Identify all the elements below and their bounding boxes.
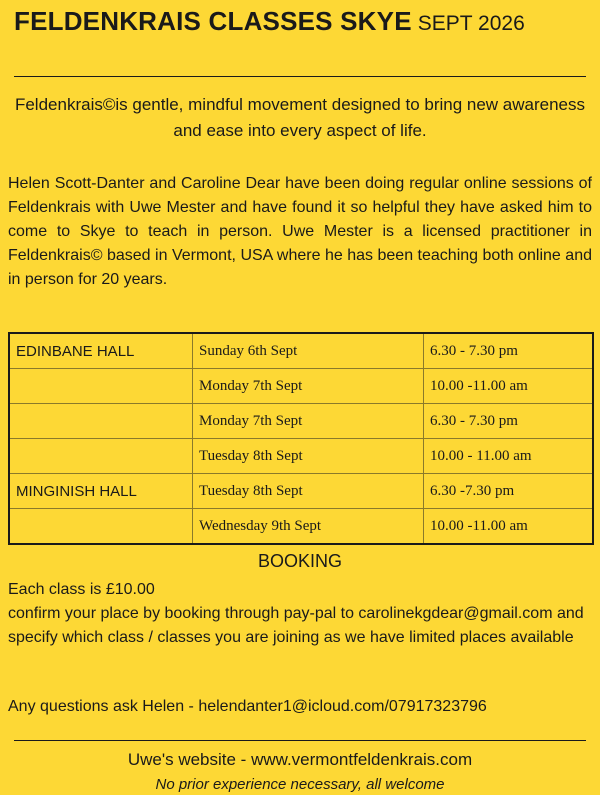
intro-text: Feldenkrais©is gentle, mindful movement designed to bring new awareness and ease into every aspect of life. (14, 95, 586, 140)
day-cell: Monday 7th Sept (193, 404, 424, 439)
venue-cell (9, 369, 193, 404)
divider-bottom (14, 740, 586, 741)
time-cell: 6.30 - 7.30 pm (424, 333, 594, 369)
schedule-table (8, 332, 594, 545)
time-cell: 10.00 -11.00 am (424, 509, 594, 545)
website-text: Uwe's website - www.vermontfeldenkrais.com (127, 750, 473, 769)
booking-price: Each class is £10.00 (8, 581, 155, 598)
booking-text (8, 578, 592, 650)
venue-cell (9, 404, 193, 439)
time-cell: 10.00 - 11.00 am (424, 439, 594, 474)
day-cell: Tuesday 8th Sept (193, 439, 424, 474)
title-main: FELDENKRAIS CLASSES SKYE (14, 6, 412, 36)
questions-text: Any questions ask Helen - helendanter1@icloud.com/07917323796 (8, 698, 487, 715)
day-cell: Sunday 6th Sept (193, 333, 424, 369)
table-row (9, 404, 593, 439)
time-cell: 6.30 - 7.30 pm (424, 404, 594, 439)
title-date: SEPT 2026 (417, 12, 525, 35)
venue-cell: EDINBANE HALL (9, 333, 193, 369)
table-row (9, 474, 593, 509)
booking-instructions: confirm your place by booking through pay-pal to carolinekgdear@gmail.com and specify which class / classes you are joining as we have limited places available (8, 605, 584, 646)
booking-heading: BOOKING (257, 551, 342, 571)
time-cell: 10.00 -11.00 am (424, 369, 594, 404)
page-title (14, 6, 525, 37)
table-row (9, 369, 593, 404)
venue-cell (9, 439, 193, 474)
table-row (9, 333, 593, 369)
day-cell: Tuesday 8th Sept (193, 474, 424, 509)
time-cell: 6.30 -7.30 pm (424, 474, 594, 509)
divider-top (14, 76, 586, 77)
venue-cell (9, 509, 193, 545)
day-cell: Wednesday 9th Sept (193, 509, 424, 545)
footer-note: No prior experience necessary, all welcome (155, 776, 445, 793)
table-row (9, 439, 593, 474)
table-row (9, 509, 593, 545)
day-cell: Monday 7th Sept (193, 369, 424, 404)
bio-text: Helen Scott-Danter and Caroline Dear have been doing regular online sessions of Feldenkrais with Uwe Mester and have found it so helpful they have asked him to come to Skye to teach in person. Uwe Mester is a licensed practitioner in Feldenkrais© based in Vermont, USA where he has been teaching both online and in person for 20 years. (8, 175, 592, 288)
venue-cell: MINGINISH HALL (9, 474, 193, 509)
